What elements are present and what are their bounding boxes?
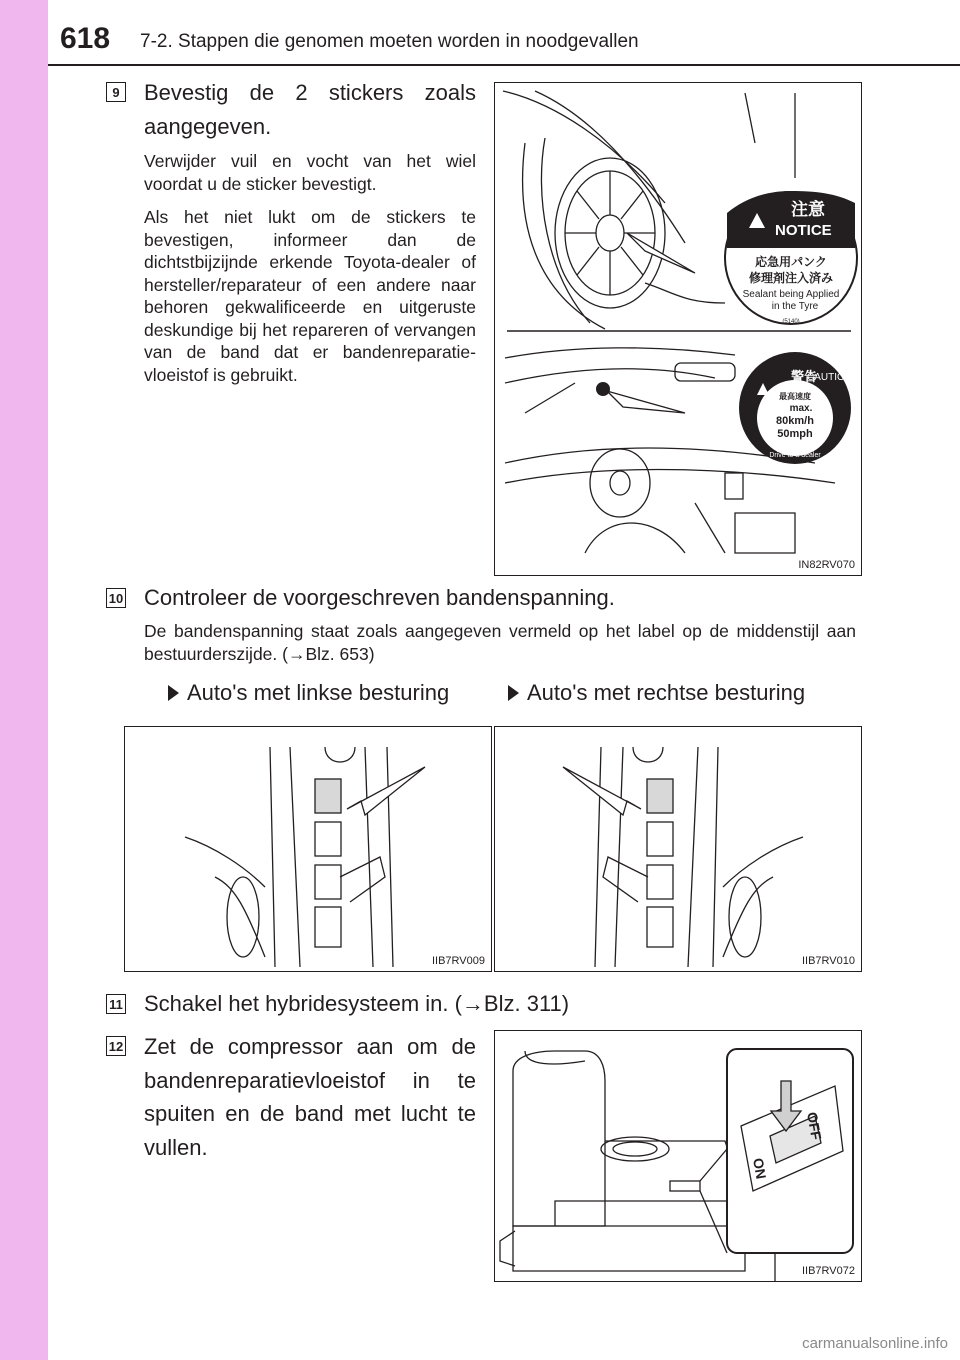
figure-code: IIB7RV072 (801, 1265, 855, 1277)
sticker-placement-figure (494, 82, 862, 576)
svg-text:Drive to a dealer: Drive to a dealer (769, 452, 821, 459)
svg-text:ON: ON (750, 1156, 770, 1181)
sticker-location-dot (596, 382, 610, 396)
step-10-paragraph: De bandenspanning staat zoals aangegeven vermeld op het label op de middenstijl aan bestuurderszijde. (→Blz. 653) (144, 621, 856, 664)
header-divider (48, 64, 960, 66)
svg-text:応急用パンク: 応急用パンク (755, 255, 827, 269)
bullet-triangle-icon (508, 685, 519, 701)
right-hand-drive-label: Auto's met rechtse besturing (508, 680, 805, 706)
caution-sticker (739, 352, 852, 464)
svg-text:修理剤注入済み: 修理剤注入済み (748, 271, 834, 285)
step-9-heading-line2: aangegeven. (144, 114, 272, 139)
step-number-9: 9 (106, 82, 126, 102)
svg-text:Sealant being Applied: Sealant being Applied (742, 289, 840, 300)
page-number: 618 (60, 22, 111, 55)
notice-sticker (725, 191, 857, 325)
svg-text:in the Tyre: in the Tyre (771, 301, 819, 312)
pillar-figure-rhd (494, 726, 862, 972)
svg-text:OFF: OFF (804, 1110, 825, 1142)
step-10-heading: Controleer de voorgeschreven bandenspanning. (144, 585, 615, 610)
section-title: 7-2. Stappen die genomen moeten worden in noodgevallen (140, 31, 639, 52)
pillar-figure-lhd (124, 726, 492, 972)
step-12-heading: Zet de compressor aan om de bandenreparatievloeistof in te spuiten en de band met lucht te vullen. (144, 1034, 476, 1160)
figure-code: IIB7RV010 (801, 955, 855, 967)
svg-text:(5140): (5140) (782, 319, 800, 325)
left-hand-drive-label: Auto's met linkse besturing (168, 680, 449, 706)
svg-text:注意: 注意 (791, 200, 825, 220)
power-switch-inset (727, 1049, 853, 1253)
chapter-sidebar-tab (0, 0, 48, 1360)
step-9-paragraph-2: Als het niet lukt om de stickers te bevestigen, informeer dan de dichtstbijzijnde erkende Toyota-dealer of hersteller/reparateur of een andere naar behoren gekwalificeerde en uitgeruste deskundige bij het repareren of vervangen van de band dat er bandenreparatie-vloeistof is gebruikt. (144, 207, 476, 385)
svg-text:80km/h: 80km/h (776, 415, 814, 427)
compressor-figure (494, 1030, 862, 1282)
step-number-11: 11 (106, 994, 126, 1014)
svg-text:50mph: 50mph (777, 428, 813, 440)
bullet-triangle-icon (168, 685, 179, 701)
dash-sticker-arrow (607, 391, 685, 413)
svg-text:NOTICE: NOTICE (775, 222, 832, 239)
step-number-10: 10 (106, 588, 126, 608)
step-11-heading: Schakel het hybridesysteem in. (→Blz. 311) (144, 991, 570, 1016)
step-number-12: 12 (106, 1036, 126, 1056)
label-pointer-arrow (563, 767, 641, 815)
watermark: carmanualsonline.info (802, 1335, 948, 1352)
svg-text:最高速度: 最高速度 (779, 392, 811, 401)
label-pointer-arrow (347, 767, 425, 815)
svg-text:max.: max. (789, 403, 813, 414)
step-9-paragraph-1: Verwijder vuil en vocht van het wiel voordat u de sticker bevestigt. (144, 151, 476, 194)
figure-code: IN82RV070 (798, 559, 855, 571)
step-9-heading-line1: Bevestig de 2 stickers zoals (144, 80, 476, 105)
svg-text:警告: 警告 (791, 370, 818, 385)
svg-text:CAUTION: CAUTION (807, 372, 852, 383)
figure-code: IIB7RV009 (431, 955, 485, 967)
